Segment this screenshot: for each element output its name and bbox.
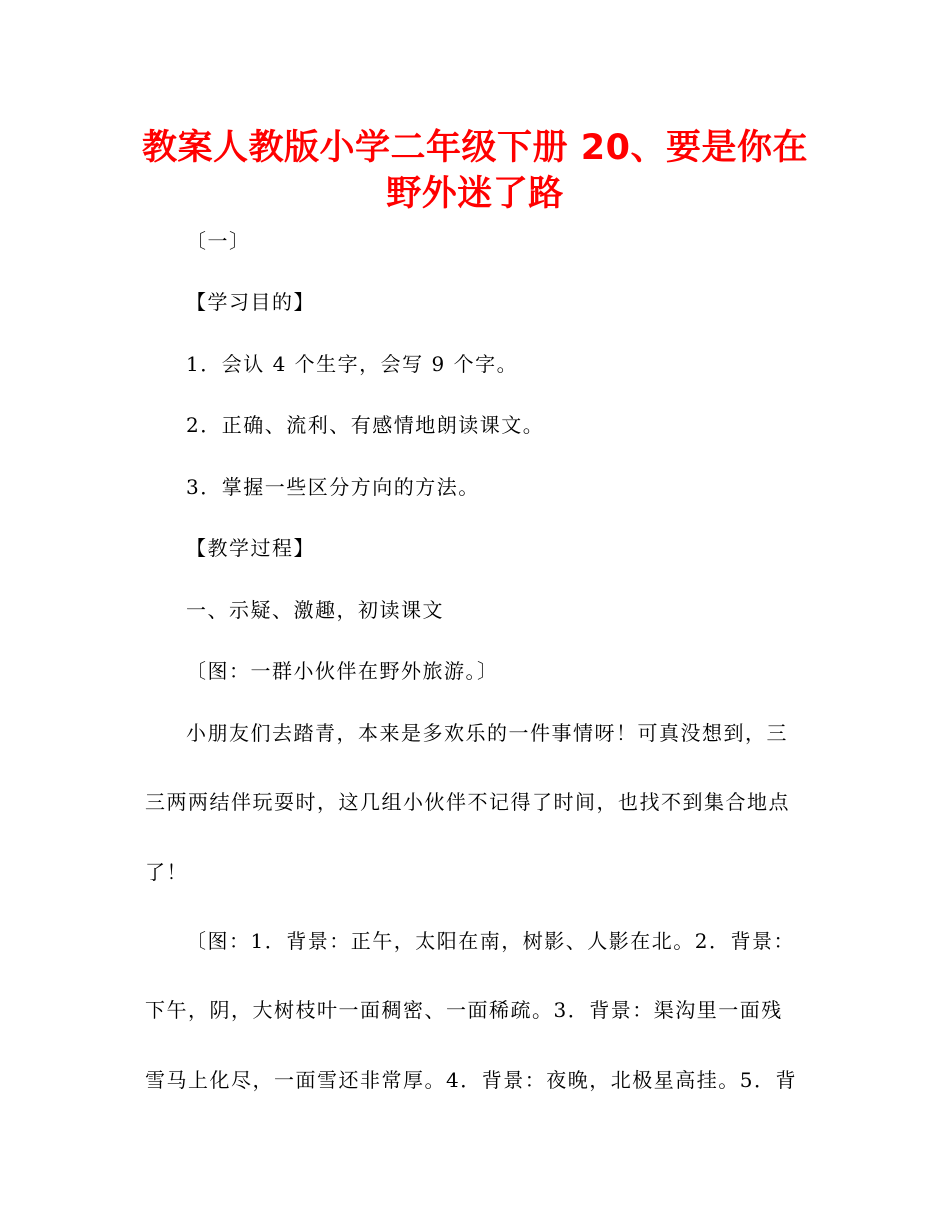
section-heading-1: 一、示疑、激趣，初读课文 [186,598,444,622]
paragraph-line: 三两两结伴玩耍时，这几组小伙伴不记得了时间，也找不到集合地点 [145,790,790,814]
section-marker: 〔一〕 [186,229,251,253]
goal-item-3: 3．掌握一些区分方向的方法。 [186,475,480,499]
goal-item-1: 1．会认 4 个生字，会写 9 个字。 [186,352,519,376]
document-title-line-1: 教案人教版小学二年级下册 20、要是你在 [142,128,808,168]
heading-learning-goals: 【学习目的】 [186,290,315,314]
paragraph-line: 小朋友们去踏青，本来是多欢乐的一件事情呀！可真没想到，三 [186,721,788,745]
figure-note-1: 〔图：一群小伙伴在野外旅游。〕 [186,659,499,683]
goal-item-2: 2．正确、流利、有感情地朗读课文。 [186,413,545,437]
document-title-line-2: 野外迷了路 [386,174,564,214]
figure-note-2-line: 〔图：1．背景：正午，太阳在南，树影、人影在北。2．背景： [186,929,795,953]
heading-teaching-process: 【教学过程】 [186,536,315,560]
figure-note-2-line: 下午，阴，大树枝叶一面稠密、一面稀疏。3．背景：渠沟里一面残 [145,998,783,1022]
paragraph-line: 了！ [145,860,188,884]
figure-note-2-line: 雪马上化尽，一面雪还非常厚。4．背景：夜晚，北极星高挂。5．背 [145,1068,797,1092]
